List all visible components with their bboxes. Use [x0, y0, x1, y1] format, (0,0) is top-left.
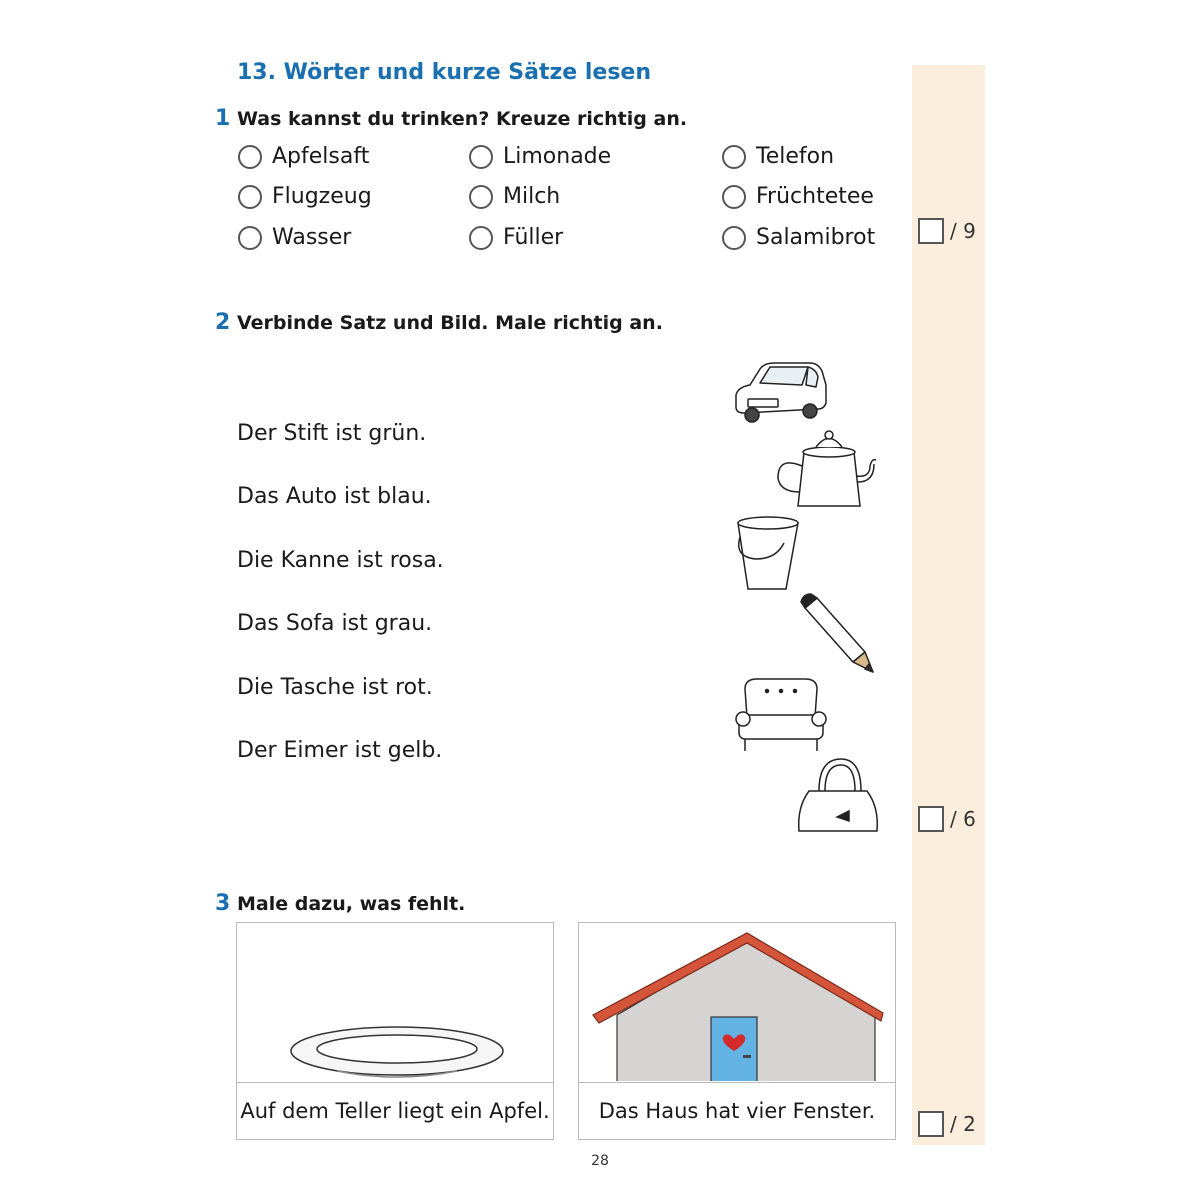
sentence-4: Das Sofa ist grau.: [237, 611, 433, 636]
option-limonade[interactable]: Limonade: [469, 144, 611, 169]
score-box[interactable]: [918, 218, 944, 244]
option-flugzeug[interactable]: Flugzeug: [238, 184, 372, 209]
pencil-icon[interactable]: [795, 592, 880, 677]
house-icon: [589, 931, 887, 1081]
score-task-3: / 2: [918, 1111, 976, 1137]
checkbox-circle[interactable]: [722, 145, 746, 169]
score-box[interactable]: [918, 1111, 944, 1137]
task-3-instruction: Male dazu, was fehlt.: [237, 893, 466, 915]
sentence-1: Der Stift ist grün.: [237, 421, 427, 446]
score-task-2: / 6: [918, 806, 976, 832]
option-telefon[interactable]: Telefon: [722, 144, 834, 169]
plate-icon: [287, 1023, 507, 1083]
checkbox-circle[interactable]: [469, 226, 493, 250]
bucket-icon[interactable]: [730, 513, 805, 593]
sentence-5: Die Tasche ist rot.: [237, 675, 433, 700]
panel-caption-house: Das Haus hat vier Fenster.: [579, 1082, 895, 1139]
checkbox-circle[interactable]: [469, 145, 493, 169]
score-task-1: / 9: [918, 218, 976, 244]
option-fueller[interactable]: Füller: [469, 225, 563, 250]
checkbox-circle[interactable]: [238, 226, 262, 250]
task-3-heading: [215, 891, 465, 916]
task-2-instruction: Verbinde Satz und Bild. Male richtig an.: [237, 312, 663, 334]
car-icon[interactable]: [730, 355, 830, 425]
task-2-number: 2: [215, 310, 231, 335]
sentence-6: Der Eimer ist gelb.: [237, 738, 443, 763]
checkbox-circle[interactable]: [469, 185, 493, 209]
task-3-number: 3: [215, 891, 231, 916]
panel-caption-plate: Auf dem Teller liegt ein Apfel.: [237, 1082, 553, 1139]
option-fruechtetee[interactable]: Früchtetee: [722, 184, 874, 209]
checkbox-circle[interactable]: [238, 145, 262, 169]
option-wasser[interactable]: Wasser: [238, 225, 351, 250]
checkbox-circle[interactable]: [722, 226, 746, 250]
option-apfelsaft[interactable]: Apfelsaft: [238, 144, 369, 169]
panel-plate[interactable]: [236, 922, 554, 1140]
score-box[interactable]: [918, 806, 944, 832]
teapot-icon[interactable]: [772, 426, 882, 511]
panel-house[interactable]: [578, 922, 896, 1140]
sentence-3: Die Kanne ist rosa.: [237, 548, 444, 573]
option-salamibrot[interactable]: Salamibrot: [722, 225, 875, 250]
handbag-icon[interactable]: [795, 755, 880, 837]
task-2-heading: [215, 310, 663, 335]
option-milch[interactable]: Milch: [469, 184, 560, 209]
armchair-icon[interactable]: [733, 675, 828, 755]
page-number: 28: [591, 1153, 609, 1169]
task-1-instruction: Was kannst du trinken? Kreuze richtig an.: [237, 108, 688, 130]
task-1-number: 1: [215, 106, 231, 131]
task-1-heading: [215, 106, 687, 131]
checkbox-circle[interactable]: [722, 185, 746, 209]
sentence-2: Das Auto ist blau.: [237, 484, 432, 509]
checkbox-circle[interactable]: [238, 185, 262, 209]
page-title: 13. Wörter und kurze Sätze lesen: [237, 60, 652, 85]
